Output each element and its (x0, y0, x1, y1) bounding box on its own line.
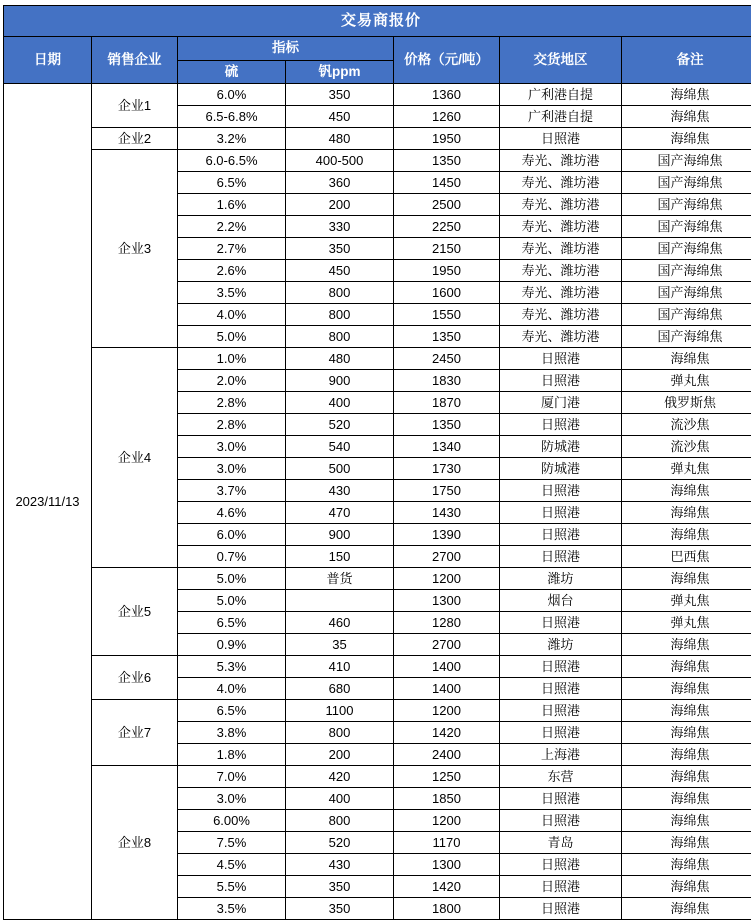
cell-region: 防城港 (500, 436, 622, 458)
cell-vanadium: 360 (286, 172, 394, 194)
cell-price: 2500 (394, 194, 500, 216)
cell-sulfur: 2.8% (178, 392, 286, 414)
cell-price: 1340 (394, 436, 500, 458)
cell-price: 1200 (394, 700, 500, 722)
cell-remark: 巴西焦 (622, 546, 751, 568)
cell-price: 2700 (394, 546, 500, 568)
cell-remark: 国产海绵焦 (622, 326, 751, 348)
cell-price: 1170 (394, 832, 500, 854)
cell-vanadium: 800 (286, 722, 394, 744)
cell-region: 日照港 (500, 656, 622, 678)
cell-price: 1430 (394, 502, 500, 524)
cell-remark: 国产海绵焦 (622, 260, 751, 282)
cell-vanadium: 35 (286, 634, 394, 656)
column-header-region: 交货地区 (500, 37, 622, 84)
cell-region: 寿光、潍坊港 (500, 260, 622, 282)
cell-price: 1730 (394, 458, 500, 480)
cell-enterprise: 企业8 (92, 766, 178, 920)
cell-remark: 弹丸焦 (622, 612, 751, 634)
cell-vanadium: 540 (286, 436, 394, 458)
table-row (4, 766, 751, 788)
cell-vanadium: 470 (286, 502, 394, 524)
cell-remark: 海绵焦 (622, 128, 751, 150)
cell-sulfur: 5.0% (178, 590, 286, 612)
cell-region: 寿光、潍坊港 (500, 304, 622, 326)
cell-region: 潍坊 (500, 634, 622, 656)
cell-date: 2023/11/13 (4, 84, 92, 920)
header-row-primary (4, 37, 751, 61)
cell-sulfur: 2.7% (178, 238, 286, 260)
cell-enterprise: 企业7 (92, 700, 178, 766)
cell-remark: 海绵焦 (622, 480, 751, 502)
cell-remark: 国产海绵焦 (622, 150, 751, 172)
cell-price: 1400 (394, 656, 500, 678)
cell-price: 1600 (394, 282, 500, 304)
cell-enterprise: 企业4 (92, 348, 178, 568)
cell-remark: 国产海绵焦 (622, 304, 751, 326)
cell-region: 寿光、潍坊港 (500, 172, 622, 194)
cell-vanadium: 520 (286, 832, 394, 854)
cell-vanadium: 350 (286, 84, 394, 106)
cell-sulfur: 6.0% (178, 524, 286, 546)
cell-sulfur: 0.7% (178, 546, 286, 568)
cell-price: 1390 (394, 524, 500, 546)
cell-sulfur: 6.0% (178, 84, 286, 106)
cell-sulfur: 7.5% (178, 832, 286, 854)
cell-vanadium: 420 (286, 766, 394, 788)
cell-region: 上海港 (500, 744, 622, 766)
cell-remark: 国产海绵焦 (622, 282, 751, 304)
cell-vanadium: 450 (286, 106, 394, 128)
cell-remark: 国产海绵焦 (622, 172, 751, 194)
cell-sulfur: 2.0% (178, 370, 286, 392)
cell-region: 寿光、潍坊港 (500, 150, 622, 172)
cell-price: 1300 (394, 854, 500, 876)
cell-vanadium: 150 (286, 546, 394, 568)
cell-region: 寿光、潍坊港 (500, 216, 622, 238)
cell-remark: 流沙焦 (622, 436, 751, 458)
cell-price: 1950 (394, 260, 500, 282)
cell-vanadium: 410 (286, 656, 394, 678)
cell-region: 日照港 (500, 370, 622, 392)
cell-remark: 海绵焦 (622, 84, 751, 106)
table-row (4, 84, 751, 106)
cell-vanadium: 430 (286, 854, 394, 876)
cell-remark: 海绵焦 (622, 634, 751, 656)
cell-price: 2700 (394, 634, 500, 656)
cell-vanadium: 1100 (286, 700, 394, 722)
cell-price: 2250 (394, 216, 500, 238)
table-title-row (4, 6, 751, 37)
cell-price: 1950 (394, 128, 500, 150)
cell-region: 日照港 (500, 546, 622, 568)
cell-remark: 海绵焦 (622, 766, 751, 788)
cell-sulfur: 5.5% (178, 876, 286, 898)
table-row (4, 568, 751, 590)
cell-vanadium: 350 (286, 238, 394, 260)
cell-region: 烟台 (500, 590, 622, 612)
cell-enterprise: 企业1 (92, 84, 178, 128)
cell-vanadium: 480 (286, 348, 394, 370)
cell-vanadium: 900 (286, 524, 394, 546)
cell-sulfur: 5.0% (178, 326, 286, 348)
cell-vanadium: 400 (286, 788, 394, 810)
cell-remark: 海绵焦 (622, 502, 751, 524)
cell-sulfur: 7.0% (178, 766, 286, 788)
table-row (4, 656, 751, 678)
cell-vanadium: 330 (286, 216, 394, 238)
cell-price: 2150 (394, 238, 500, 260)
cell-region: 寿光、潍坊港 (500, 238, 622, 260)
cell-price: 1250 (394, 766, 500, 788)
cell-sulfur: 5.0% (178, 568, 286, 590)
cell-price: 1550 (394, 304, 500, 326)
cell-region: 日照港 (500, 788, 622, 810)
cell-remark: 海绵焦 (622, 788, 751, 810)
cell-sulfur: 1.6% (178, 194, 286, 216)
cell-region: 日照港 (500, 810, 622, 832)
cell-sulfur: 1.8% (178, 744, 286, 766)
cell-price: 1200 (394, 568, 500, 590)
dealer-quote-table (3, 5, 751, 920)
table-row (4, 128, 751, 150)
cell-region: 日照港 (500, 722, 622, 744)
cell-remark: 弹丸焦 (622, 458, 751, 480)
cell-sulfur: 3.5% (178, 282, 286, 304)
cell-remark: 海绵焦 (622, 568, 751, 590)
cell-remark: 海绵焦 (622, 876, 751, 898)
cell-price: 1350 (394, 414, 500, 436)
cell-remark: 海绵焦 (622, 678, 751, 700)
cell-sulfur: 4.5% (178, 854, 286, 876)
cell-price: 1350 (394, 326, 500, 348)
cell-region: 寿光、潍坊港 (500, 282, 622, 304)
cell-vanadium: 480 (286, 128, 394, 150)
cell-enterprise: 企业5 (92, 568, 178, 656)
cell-sulfur: 3.7% (178, 480, 286, 502)
cell-region: 广利港自提 (500, 84, 622, 106)
cell-region: 日照港 (500, 898, 622, 920)
column-header-vanadium: 钒ppm (286, 61, 394, 84)
cell-sulfur: 6.00% (178, 810, 286, 832)
cell-remark: 海绵焦 (622, 898, 751, 920)
cell-sulfur: 4.0% (178, 304, 286, 326)
table-row (4, 348, 751, 370)
cell-sulfur: 3.0% (178, 458, 286, 480)
cell-sulfur: 6.5% (178, 612, 286, 634)
cell-sulfur: 4.0% (178, 678, 286, 700)
cell-vanadium: 800 (286, 304, 394, 326)
cell-remark: 海绵焦 (622, 524, 751, 546)
cell-remark: 海绵焦 (622, 700, 751, 722)
cell-region: 日照港 (500, 128, 622, 150)
cell-region: 日照港 (500, 700, 622, 722)
cell-region: 东营 (500, 766, 622, 788)
cell-vanadium: 800 (286, 810, 394, 832)
cell-remark: 海绵焦 (622, 722, 751, 744)
cell-sulfur: 6.5-6.8% (178, 106, 286, 128)
cell-sulfur: 3.8% (178, 722, 286, 744)
cell-sulfur: 3.0% (178, 436, 286, 458)
cell-region: 寿光、潍坊港 (500, 326, 622, 348)
cell-price: 1260 (394, 106, 500, 128)
cell-remark: 弹丸焦 (622, 370, 751, 392)
cell-price: 1360 (394, 84, 500, 106)
cell-sulfur: 3.0% (178, 788, 286, 810)
cell-vanadium: 350 (286, 876, 394, 898)
column-header-remark: 备注 (622, 37, 751, 84)
cell-remark: 国产海绵焦 (622, 194, 751, 216)
cell-vanadium: 450 (286, 260, 394, 282)
cell-vanadium: 350 (286, 898, 394, 920)
cell-remark: 海绵焦 (622, 744, 751, 766)
cell-vanadium: 800 (286, 282, 394, 304)
cell-price: 2400 (394, 744, 500, 766)
cell-remark: 国产海绵焦 (622, 238, 751, 260)
table-title: 交易商报价 (4, 6, 751, 37)
cell-sulfur: 4.6% (178, 502, 286, 524)
cell-region: 潍坊 (500, 568, 622, 590)
cell-sulfur: 6.5% (178, 700, 286, 722)
cell-vanadium: 800 (286, 326, 394, 348)
cell-vanadium: 400 (286, 392, 394, 414)
cell-enterprise: 企业2 (92, 128, 178, 150)
cell-vanadium: 460 (286, 612, 394, 634)
column-header-metric-group: 指标 (178, 37, 394, 61)
table-row (4, 700, 751, 722)
cell-sulfur: 3.2% (178, 128, 286, 150)
cell-remark: 海绵焦 (622, 810, 751, 832)
cell-region: 日照港 (500, 480, 622, 502)
cell-price: 1800 (394, 898, 500, 920)
cell-price: 1420 (394, 722, 500, 744)
cell-vanadium: 400-500 (286, 150, 394, 172)
cell-remark: 海绵焦 (622, 854, 751, 876)
cell-sulfur: 5.3% (178, 656, 286, 678)
cell-sulfur: 6.0-6.5% (178, 150, 286, 172)
cell-remark: 海绵焦 (622, 832, 751, 854)
cell-vanadium: 900 (286, 370, 394, 392)
cell-remark: 海绵焦 (622, 656, 751, 678)
cell-region: 日照港 (500, 854, 622, 876)
cell-price: 1420 (394, 876, 500, 898)
cell-remark: 弹丸焦 (622, 590, 751, 612)
cell-enterprise: 企业6 (92, 656, 178, 700)
cell-sulfur: 2.8% (178, 414, 286, 436)
cell-sulfur: 3.5% (178, 898, 286, 920)
cell-price: 1300 (394, 590, 500, 612)
cell-remark: 国产海绵焦 (622, 216, 751, 238)
cell-price: 1200 (394, 810, 500, 832)
cell-sulfur: 2.2% (178, 216, 286, 238)
cell-region: 日照港 (500, 612, 622, 634)
cell-price: 1830 (394, 370, 500, 392)
cell-region: 日照港 (500, 348, 622, 370)
table-row (4, 150, 751, 172)
cell-region: 日照港 (500, 678, 622, 700)
cell-price: 1350 (394, 150, 500, 172)
cell-remark: 俄罗斯焦 (622, 392, 751, 414)
cell-price: 1450 (394, 172, 500, 194)
cell-region: 日照港 (500, 502, 622, 524)
cell-vanadium: 200 (286, 194, 394, 216)
cell-price: 1750 (394, 480, 500, 502)
cell-vanadium: 500 (286, 458, 394, 480)
cell-vanadium: 430 (286, 480, 394, 502)
cell-vanadium (286, 590, 394, 612)
cell-region: 青岛 (500, 832, 622, 854)
cell-region: 寿光、潍坊港 (500, 194, 622, 216)
column-header-sulfur: 硫 (178, 61, 286, 84)
cell-sulfur: 2.6% (178, 260, 286, 282)
cell-vanadium: 200 (286, 744, 394, 766)
cell-region: 防城港 (500, 458, 622, 480)
cell-region: 日照港 (500, 524, 622, 546)
cell-price: 2450 (394, 348, 500, 370)
cell-vanadium: 520 (286, 414, 394, 436)
cell-sulfur: 1.0% (178, 348, 286, 370)
cell-region: 日照港 (500, 876, 622, 898)
cell-remark: 流沙焦 (622, 414, 751, 436)
cell-region: 广利港自提 (500, 106, 622, 128)
cell-vanadium: 普货 (286, 568, 394, 590)
cell-price: 1280 (394, 612, 500, 634)
cell-vanadium: 680 (286, 678, 394, 700)
cell-enterprise: 企业3 (92, 150, 178, 348)
cell-region: 日照港 (500, 414, 622, 436)
column-header-enterprise: 销售企业 (92, 37, 178, 84)
cell-sulfur: 6.5% (178, 172, 286, 194)
cell-remark: 海绵焦 (622, 348, 751, 370)
cell-price: 1850 (394, 788, 500, 810)
cell-price: 1400 (394, 678, 500, 700)
cell-region: 厦门港 (500, 392, 622, 414)
cell-sulfur: 0.9% (178, 634, 286, 656)
cell-remark: 海绵焦 (622, 106, 751, 128)
cell-price: 1870 (394, 392, 500, 414)
column-header-price: 价格（元/吨） (394, 37, 500, 84)
column-header-date: 日期 (4, 37, 92, 84)
